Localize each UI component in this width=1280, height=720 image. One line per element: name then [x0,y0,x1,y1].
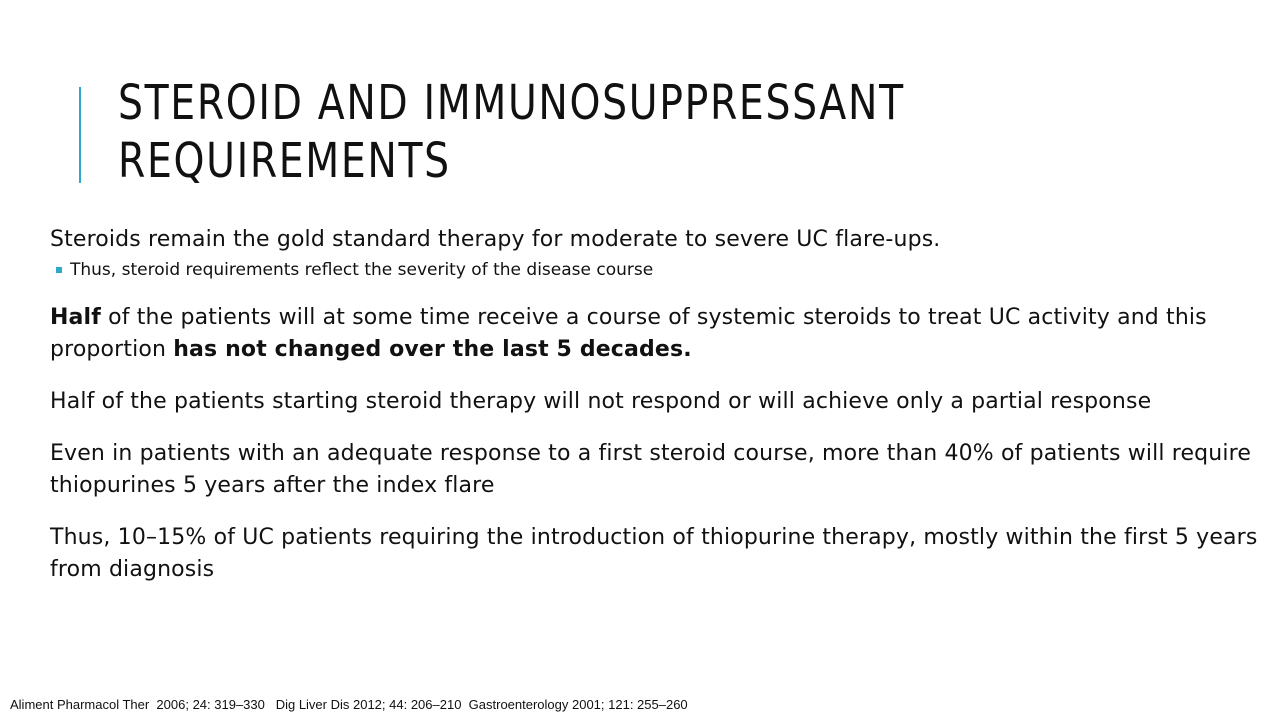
bold-not-changed: has not changed over the last 5 decades. [173,337,692,362]
bold-half: Half [50,305,101,330]
references-footer: Aliment Pharmacol Ther 2006; 24: 319–330 Dig Liver Dis 2012; 44: 206–210 Gastroenterology 2001; 121: 255–260 [10,697,688,712]
sub-bullet-steroid-requirements [50,258,1265,282]
title-accent-bar [79,87,81,183]
paragraph-steroids-gold-standard: Steroids remain the gold standard therapy for moderate to severe UC flare-ups. [50,227,941,252]
paragraph-half-text: of the patients will at some time receive a course of systemic steroids to treat UC activity and this proportion [50,305,1207,362]
square-bullet-icon [56,267,62,273]
paragraph-nonresponse: Half of the patients starting steroid therapy will not respond or will achieve only a partial response [50,389,1152,414]
slide-title [118,74,1020,190]
paragraph-half-of-patients [50,302,1265,366]
slide-body [50,224,1265,586]
paragraph-thiopurine-introduction: Thus, 10–15% of UC patients requiring the introduction of thiopurine therapy, mostly within the first 5 years from diagnosis [50,525,1258,582]
paragraph-thiopurines-requirement: Even in patients with an adequate response to a first steroid course, more than 40% of patients will require thiopurines 5 years after the index flare [50,441,1252,498]
sub-bullet-text: Thus, steroid requirements reflect the severity of the disease course [70,260,654,280]
slide-title-line-2: REQUIREMENTS [118,133,451,189]
slide-title-line-1: STEROID AND IMMUNOSUPPRESSANT [118,75,905,131]
